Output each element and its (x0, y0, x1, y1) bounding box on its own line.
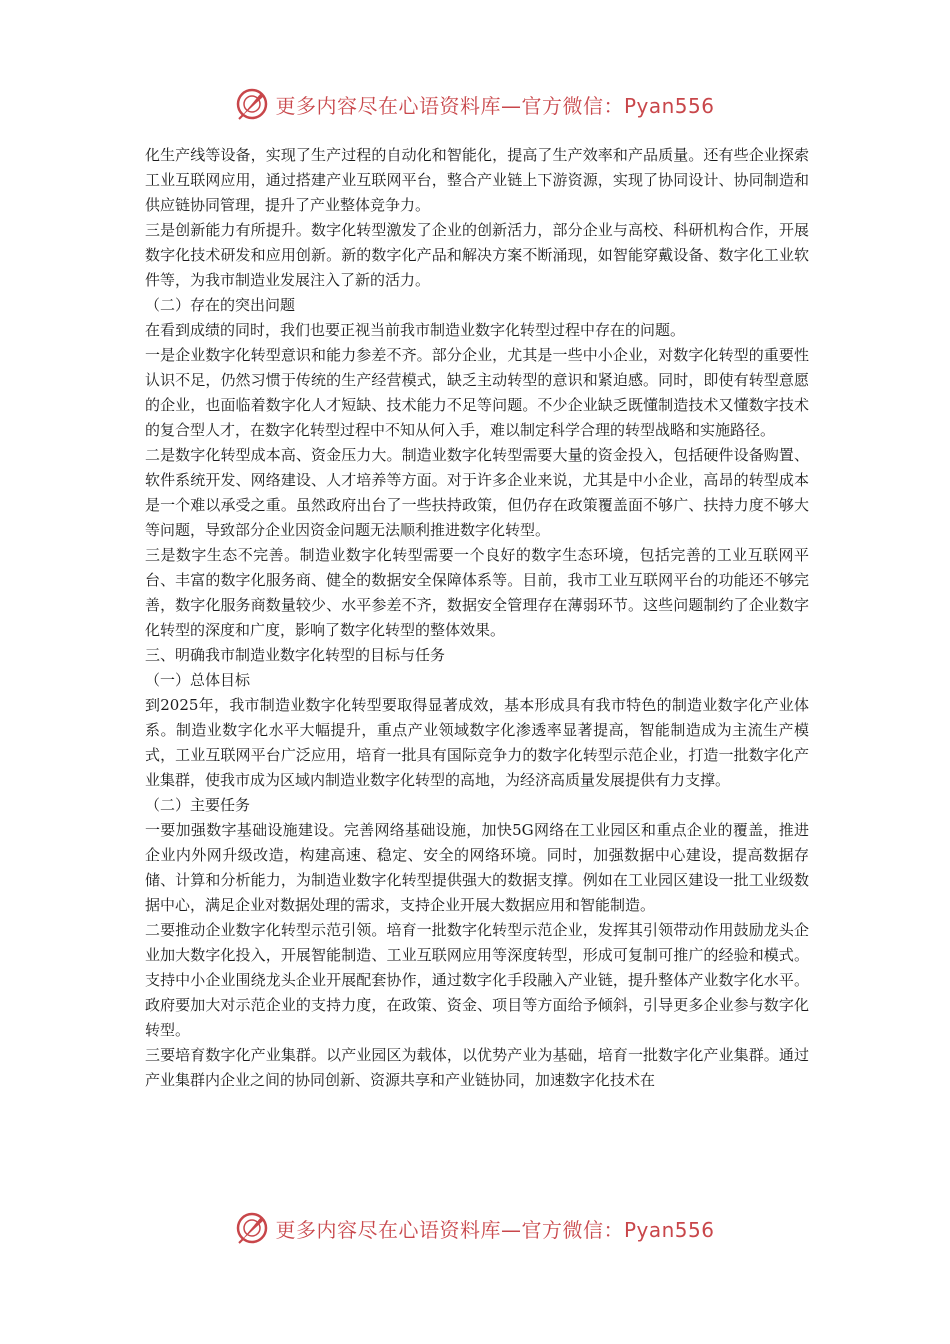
paragraph: 三是数字生态不完善。制造业数字化转型需要一个良好的数字生态环境，包括完善的工业互联网平台、丰富的数字化服务商、健全的数据安全保障体系等。目前，我市工业互联网平台的功能还不够完善，数字化服务商数量较少、水平参差不齐，数据安全管理存在薄弱环节。这些问题制约了企业数字化转型的深度和广度，影响了数字化转型的整体效果。 (145, 546, 809, 639)
quill-logo-icon (235, 1211, 269, 1245)
banner-text: 更多内容尽在心语资料库—官方微信：Pyan556 (275, 93, 715, 118)
quill-logo-icon (235, 87, 269, 121)
footer-banner (0, 1208, 950, 1248)
section-subheading: （一）总体目标 (145, 671, 251, 689)
paragraph: 一是企业数字化转型意识和能力参差不齐。部分企业，尤其是一些中小企业，对数字化转型的重要性认识不足，仍然习惯于传统的生产经营模式，缺乏主动转型的意识和紧迫感。同时，即使有转型意愿的企业，也面临着数字化人才短缺、技术能力不足等问题。不少企业缺乏既懂制造技术又懂数字技术的复合型人才，在数字化转型过程中不知从何入手，难以制定科学合理的转型战略和实施路径。 (145, 346, 809, 439)
paragraph: 化生产线等设备，实现了生产过程的自动化和智能化，提高了生产效率和产品质量。还有些企业探索工业互联网应用，通过搭建产业互联网平台，整合产业链上下游资源，实现了协同设计、协同制造和供应链协同管理，提升了产业整体竞争力。 (145, 146, 809, 214)
header-banner (0, 84, 950, 124)
document-body (145, 143, 809, 1093)
paragraph: 二是数字化转型成本高、资金压力大。制造业数字化转型需要大量的资金投入，包括硬件设备购置、软件系统开发、网络建设、人才培养等方面。对于许多企业来说，尤其是中小企业，高昂的转型成本是一个难以承受之重。虽然政府出台了一些扶持政策，但仍存在政策覆盖面不够广、扶持力度不够大等问题，导致部分企业因资金问题无法顺利推进数字化转型。 (145, 446, 809, 539)
paragraph: 三是创新能力有所提升。数字化转型激发了企业的创新活力，部分企业与高校、科研机构合作，开展数字化技术研发和应用创新。新的数字化产品和解决方案不断涌现，如智能穿戴设备、数字化工业软件等，为我市制造业发展注入了新的活力。 (145, 221, 809, 289)
section-heading: 三、明确我市制造业数字化转型的目标与任务 (145, 646, 446, 664)
banner-text: 更多内容尽在心语资料库—官方微信：Pyan556 (275, 1217, 715, 1242)
paragraph: 到2025年，我市制造业数字化转型要取得显著成效，基本形成具有我市特色的制造业数字化产业体系。制造业数字化水平大幅提升，重点产业领域数字化渗透率显著提高，智能制造成为主流生产模式，工业互联网平台广泛应用，培育一批具有国际竞争力的数字化转型示范企业，打造一批数字化产业集群，使我市成为区域内制造业数字化转型的高地，为经济高质量发展提供有力支撑。 (145, 696, 809, 789)
paragraph: 一要加强数字基础设施建设。完善网络基础设施，加快5G网络在工业园区和重点企业的覆盖，推进企业内外网升级改造，构建高速、稳定、安全的网络环境。同时，加强数据中心建设，提高数据存储、计算和分析能力，为制造业数字化转型提供强大的数据支撑。例如在工业园区建设一批工业级数据中心，满足企业对数据处理的需求，支持企业开展大数据应用和智能制造。 (145, 821, 809, 914)
section-subheading: （二）存在的突出问题 (145, 296, 296, 314)
paragraph: 三要培育数字化产业集群。以产业园区为载体，以优势产业为基础，培育一批数字化产业集群。通过产业集群内企业之间的协同创新、资源共享和产业链协同，加速数字化技术在 (145, 1046, 809, 1089)
paragraph: 二要推动企业数字化转型示范引领。培育一批数字化转型示范企业，发挥其引领带动作用鼓励龙头企业加大数字化投入，开展智能制造、工业互联网应用等深度转型，形成可复制可推广的经验和模式。支持中小企业围绕龙头企业开展配套协作，通过数字化手段融入产业链，提升整体产业数字化水平。政府要加大对示范企业的支持力度，在政策、资金、项目等方面给予倾斜，引导更多企业参与数字化转型。 (145, 921, 809, 1039)
section-subheading: （二）主要任务 (145, 796, 251, 814)
paragraph: 在看到成绩的同时，我们也要正视当前我市制造业数字化转型过程中存在的问题。 (145, 321, 686, 339)
